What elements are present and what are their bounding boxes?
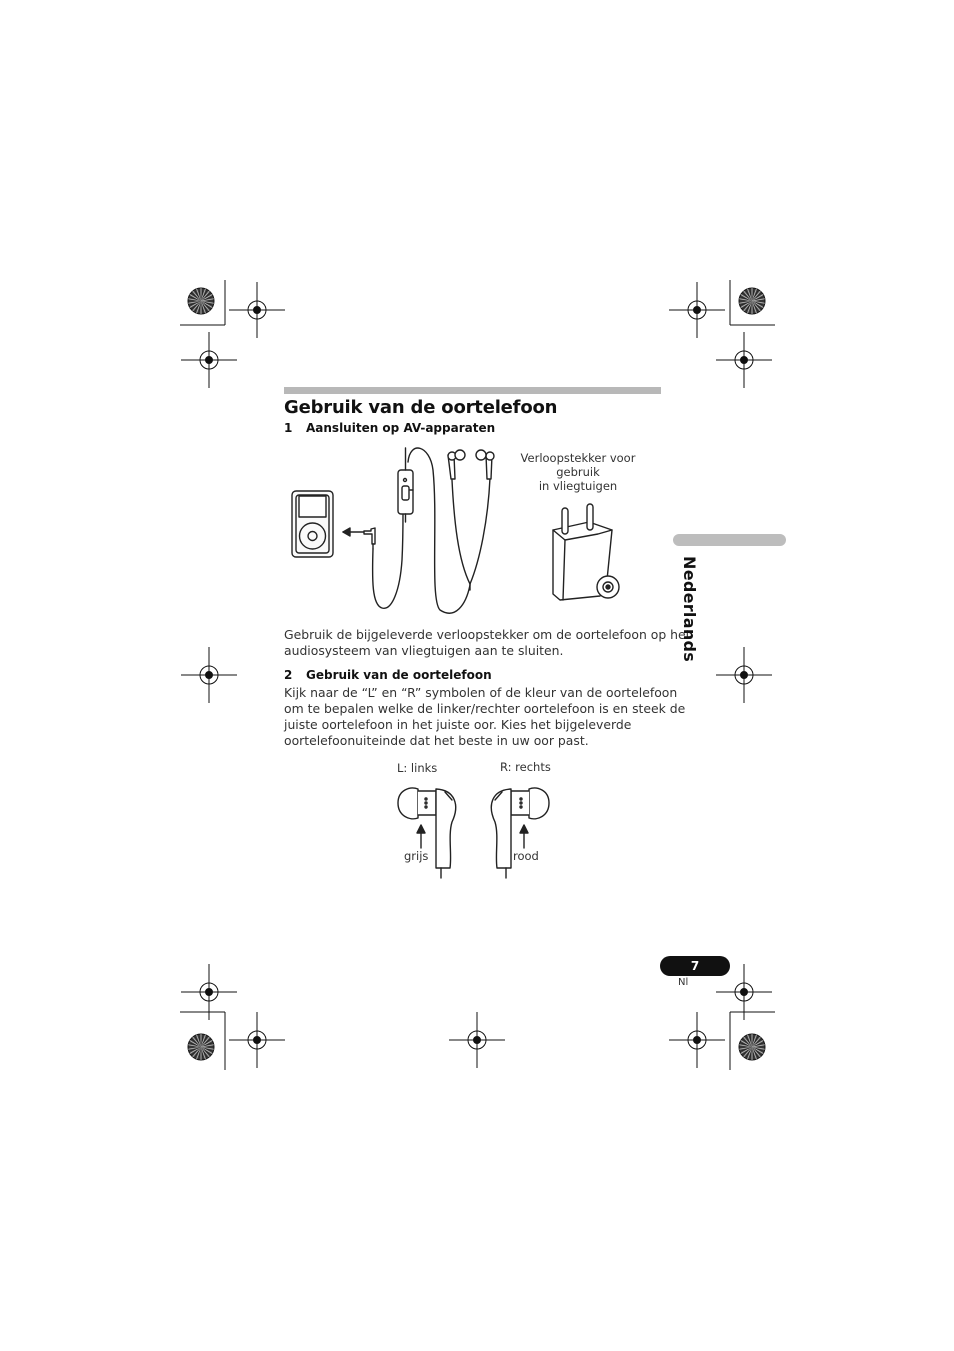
right-color-label: rood (513, 849, 539, 863)
left-earphone-icon (398, 788, 456, 878)
adapter-caption-line-2: in vliegtuigen (538, 479, 618, 493)
paragraph-1-line: audiosysteem van vliegtuigen aan te sluiten. (284, 643, 564, 658)
subheading-1-title: Aansluiten op AV-apparaten (306, 421, 496, 435)
left-color-label: grijs (404, 849, 429, 863)
paragraph-1-line: Gebruik de bijgeleverde verloopstekker om de oortelefoon op het (284, 627, 691, 642)
right-earphone-label: R: rechts (500, 760, 551, 774)
arrow-up-icon (520, 825, 528, 848)
arrow-up-icon (417, 825, 425, 848)
subheading-1-number: 1 (284, 421, 293, 435)
paragraph-2-line: juiste oortelefoon in het juiste oor. Kies het bijgeleverde (284, 717, 632, 732)
language-tab-label: Nederlands (680, 556, 699, 663)
language-tab-bar (673, 534, 786, 546)
adapter-caption-line-1: Verloopstekker voor gebruik (520, 451, 636, 479)
paragraph-2-line: oortelefoonuiteinde dat het beste in uw oor past. (284, 733, 589, 748)
subheading-2-number: 2 (284, 668, 293, 682)
page-language-code: Nl (678, 977, 689, 988)
section-title: Gebruik van de oortelefoon (284, 397, 558, 418)
paragraph-2-line: Kijk naar de “L” en “R” symbolen of de kleur van de oortelefoon (284, 685, 678, 700)
paragraph-2-line: om te bepalen welke de linker/rechter oortelefoon is en steek de (284, 701, 686, 716)
page-number: 7 (660, 956, 730, 976)
subheading-2-title: Gebruik van de oortelefoon (306, 668, 492, 682)
left-earphone-label: L: links (397, 761, 438, 775)
